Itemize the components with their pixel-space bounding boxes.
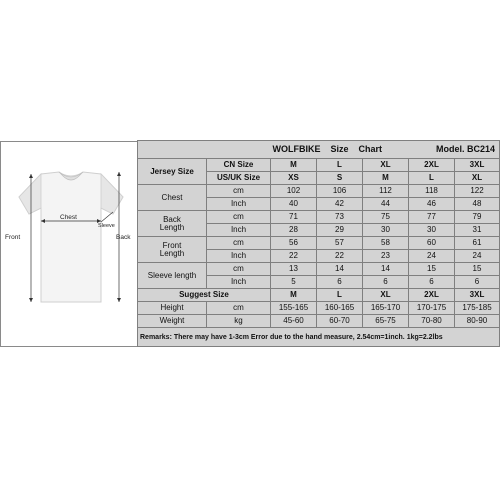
height-label: Height — [138, 302, 207, 315]
weight-row — [138, 315, 500, 328]
height-row — [138, 302, 500, 315]
chest-row-label: Chest — [138, 185, 207, 211]
cn-size-cell: 2XL — [409, 159, 455, 172]
value-cell: 30 — [363, 224, 409, 237]
value-cell: 5 — [271, 276, 317, 289]
suggest-size-cell: 2XL — [409, 289, 455, 302]
table-row — [138, 237, 500, 250]
value-cell: 6 — [455, 276, 500, 289]
suggest-size-row — [138, 289, 500, 302]
chest-label: Chest — [60, 214, 77, 221]
value-cell: 46 — [409, 198, 455, 211]
unit-cell: cm — [207, 302, 271, 315]
jersey-size-label: Jersey Size — [138, 159, 207, 185]
value-cell: 65-75 — [363, 315, 409, 328]
value-cell: 15 — [409, 263, 455, 276]
table-row — [138, 263, 500, 276]
value-cell: 57 — [317, 237, 363, 250]
value-cell: 42 — [317, 198, 363, 211]
unit-cell: cm — [207, 237, 271, 250]
unit-cell: cm — [207, 185, 271, 198]
suggest-size-cell: L — [317, 289, 363, 302]
value-cell: 60-70 — [317, 315, 363, 328]
value-cell: 29 — [317, 224, 363, 237]
value-cell: 22 — [317, 250, 363, 263]
unit-cell: cm — [207, 211, 271, 224]
usuk-size-label: US/UK Size — [207, 172, 271, 185]
value-cell: 6 — [363, 276, 409, 289]
jersey-outline-icon — [1, 142, 141, 348]
title-row — [138, 141, 500, 159]
value-cell: 73 — [317, 211, 363, 224]
value-cell: 155-165 — [271, 302, 317, 315]
table-row — [138, 185, 500, 198]
suggest-size-cell: 3XL — [455, 289, 500, 302]
value-cell: 165-170 — [363, 302, 409, 315]
value-cell: 40 — [271, 198, 317, 211]
value-cell: 75 — [363, 211, 409, 224]
value-cell: 23 — [363, 250, 409, 263]
value-cell: 71 — [271, 211, 317, 224]
unit-cell: Inch — [207, 198, 271, 211]
value-cell: 6 — [317, 276, 363, 289]
value-cell: 122 — [455, 185, 500, 198]
value-cell: 48 — [455, 198, 500, 211]
value-cell: 112 — [363, 185, 409, 198]
value-cell: 70-80 — [409, 315, 455, 328]
jersey-diagram — [0, 141, 140, 347]
usuk-size-cell: L — [409, 172, 455, 185]
usuk-size-cell: XS — [271, 172, 317, 185]
cn-size-cell: XL — [363, 159, 409, 172]
unit-cell: Inch — [207, 224, 271, 237]
weight-label: Weight — [138, 315, 207, 328]
value-cell: 118 — [409, 185, 455, 198]
front-length-row-label: Front Length — [138, 237, 207, 263]
unit-cell: Inch — [207, 276, 271, 289]
value-cell: 24 — [455, 250, 500, 263]
table-row — [138, 211, 500, 224]
cn-size-cell: 3XL — [455, 159, 500, 172]
value-cell: 79 — [455, 211, 500, 224]
value-cell: 24 — [409, 250, 455, 263]
suggest-size-cell: XL — [363, 289, 409, 302]
value-cell: 30 — [409, 224, 455, 237]
value-cell: 31 — [455, 224, 500, 237]
chart-title: WOLFBIKE Size Chart — [271, 141, 409, 159]
value-cell: 28 — [271, 224, 317, 237]
sleeve-label: Sleeve — [98, 223, 115, 229]
value-cell: 80-90 — [455, 315, 500, 328]
unit-cell: cm — [207, 263, 271, 276]
sleeve-length-row-label: Sleeve length — [138, 263, 207, 289]
value-cell: 44 — [363, 198, 409, 211]
usuk-size-cell: XL — [455, 172, 500, 185]
remarks-text: Remarks: There may have 1-3cm Error due to the hand measure, 2.54cm=1inch. 1kg=2.2lbs — [138, 328, 500, 347]
value-cell: 6 — [409, 276, 455, 289]
cn-size-cell: L — [317, 159, 363, 172]
back-label: Back — [116, 234, 131, 241]
unit-cell: kg — [207, 315, 271, 328]
size-chart-table — [137, 140, 500, 347]
remarks-row — [138, 328, 500, 347]
value-cell: 14 — [317, 263, 363, 276]
value-cell: 77 — [409, 211, 455, 224]
value-cell: 106 — [317, 185, 363, 198]
cn-size-row — [138, 159, 500, 172]
value-cell: 15 — [455, 263, 500, 276]
value-cell: 14 — [363, 263, 409, 276]
usuk-size-cell: S — [317, 172, 363, 185]
value-cell: 13 — [271, 263, 317, 276]
unit-cell: Inch — [207, 250, 271, 263]
value-cell: 102 — [271, 185, 317, 198]
value-cell: 170-175 — [409, 302, 455, 315]
cn-size-cell: M — [271, 159, 317, 172]
value-cell: 56 — [271, 237, 317, 250]
model-number: Model. BC214 — [409, 141, 500, 159]
back-length-row-label: Back Length — [138, 211, 207, 237]
suggest-size-cell: M — [271, 289, 317, 302]
cn-size-label: CN Size — [207, 159, 271, 172]
value-cell: 58 — [363, 237, 409, 250]
usuk-size-cell: M — [363, 172, 409, 185]
value-cell: 45-60 — [271, 315, 317, 328]
value-cell: 60 — [409, 237, 455, 250]
value-cell: 61 — [455, 237, 500, 250]
suggest-size-label: Suggest Size — [138, 289, 271, 302]
value-cell: 175-185 — [455, 302, 500, 315]
value-cell: 160-165 — [317, 302, 363, 315]
front-label: Front — [5, 234, 21, 241]
value-cell: 22 — [271, 250, 317, 263]
